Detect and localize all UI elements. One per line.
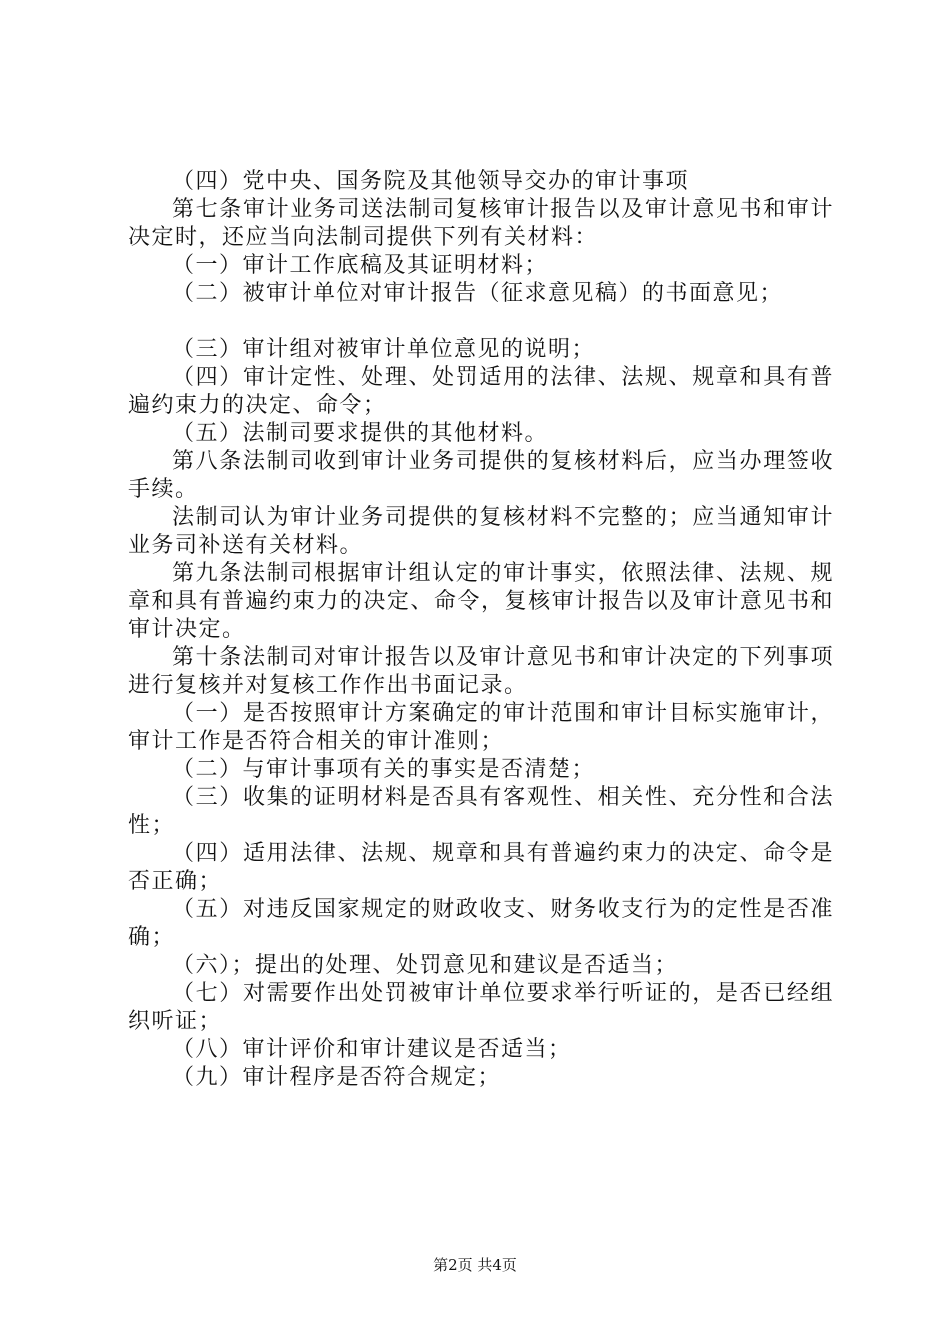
page-footer — [0, 1254, 950, 1275]
paragraph: （九）审计程序是否符合规定； — [172, 1065, 502, 1090]
paragraph: （六）；提出的处理、处罚意见和建议是否适当； — [172, 953, 679, 978]
paragraph: （八）审计评价和审计建议是否适当； — [172, 1037, 572, 1062]
paragraph: （一）是否按照审计方案确定的审计范围和审计目标实施审计，审计工作是否符合相关的审计准则； — [128, 701, 834, 754]
paragraph: （七）对需要作出处罚被审计单位要求举行听证的，是否已经组织听证； — [128, 981, 834, 1034]
paragraph: （三）审计组对被审计单位意见的说明； — [172, 337, 596, 362]
paragraph: （五）法制司要求提供的其他材料。 — [172, 421, 549, 446]
paragraph: （四）党中央、国务院及其他领导交办的审计事项 — [172, 169, 690, 194]
paragraph: 第九条法制司根据审计组认定的审计事实，依照法律、法规、规章和具有普遍约束力的决定、命令，复核审计报告以及审计意见书和审计决定。 — [128, 561, 834, 642]
paragraph: 法制司认为审计业务司提供的复核材料不完整的；应当通知审计业务司补送有关材料。 — [128, 505, 834, 558]
paragraph-spacer — [128, 308, 834, 336]
paragraph: （一）审计工作底稿及其证明材料； — [172, 253, 549, 278]
paragraph: （四）审计定性、处理、处罚适用的法律、法规、规章和具有普遍约束力的决定、命令； — [128, 365, 834, 418]
page-number: 第2页 共4页 — [433, 1256, 517, 1274]
paragraph: 第七条审计业务司送法制司复核审计报告以及审计意见书和审计决定时，还应当向法制司提供下列有关材料： — [128, 197, 834, 250]
paragraph: 第十条法制司对审计报告以及审计意见书和审计决定的下列事项进行复核并对复核工作作出书面记录。 — [128, 645, 834, 698]
paragraph: （五）对违反国家规定的财政收支、财务收支行为的定性是否准确； — [128, 897, 834, 950]
paragraph: （二）被审计单位对审计报告（征求意见稿）的书面意见； — [172, 281, 784, 306]
paragraph: （三）收集的证明材料是否具有客观性、相关性、充分性和合法性； — [128, 785, 834, 838]
document-body — [128, 168, 834, 1092]
paragraph: （二）与审计事项有关的事实是否清楚； — [172, 757, 596, 782]
paragraph: 第八条法制司收到审计业务司提供的复核材料后，应当办理签收手续。 — [128, 449, 834, 502]
paragraph: （四）适用法律、法规、规章和具有普遍约束力的决定、命令是否正确； — [128, 841, 834, 894]
